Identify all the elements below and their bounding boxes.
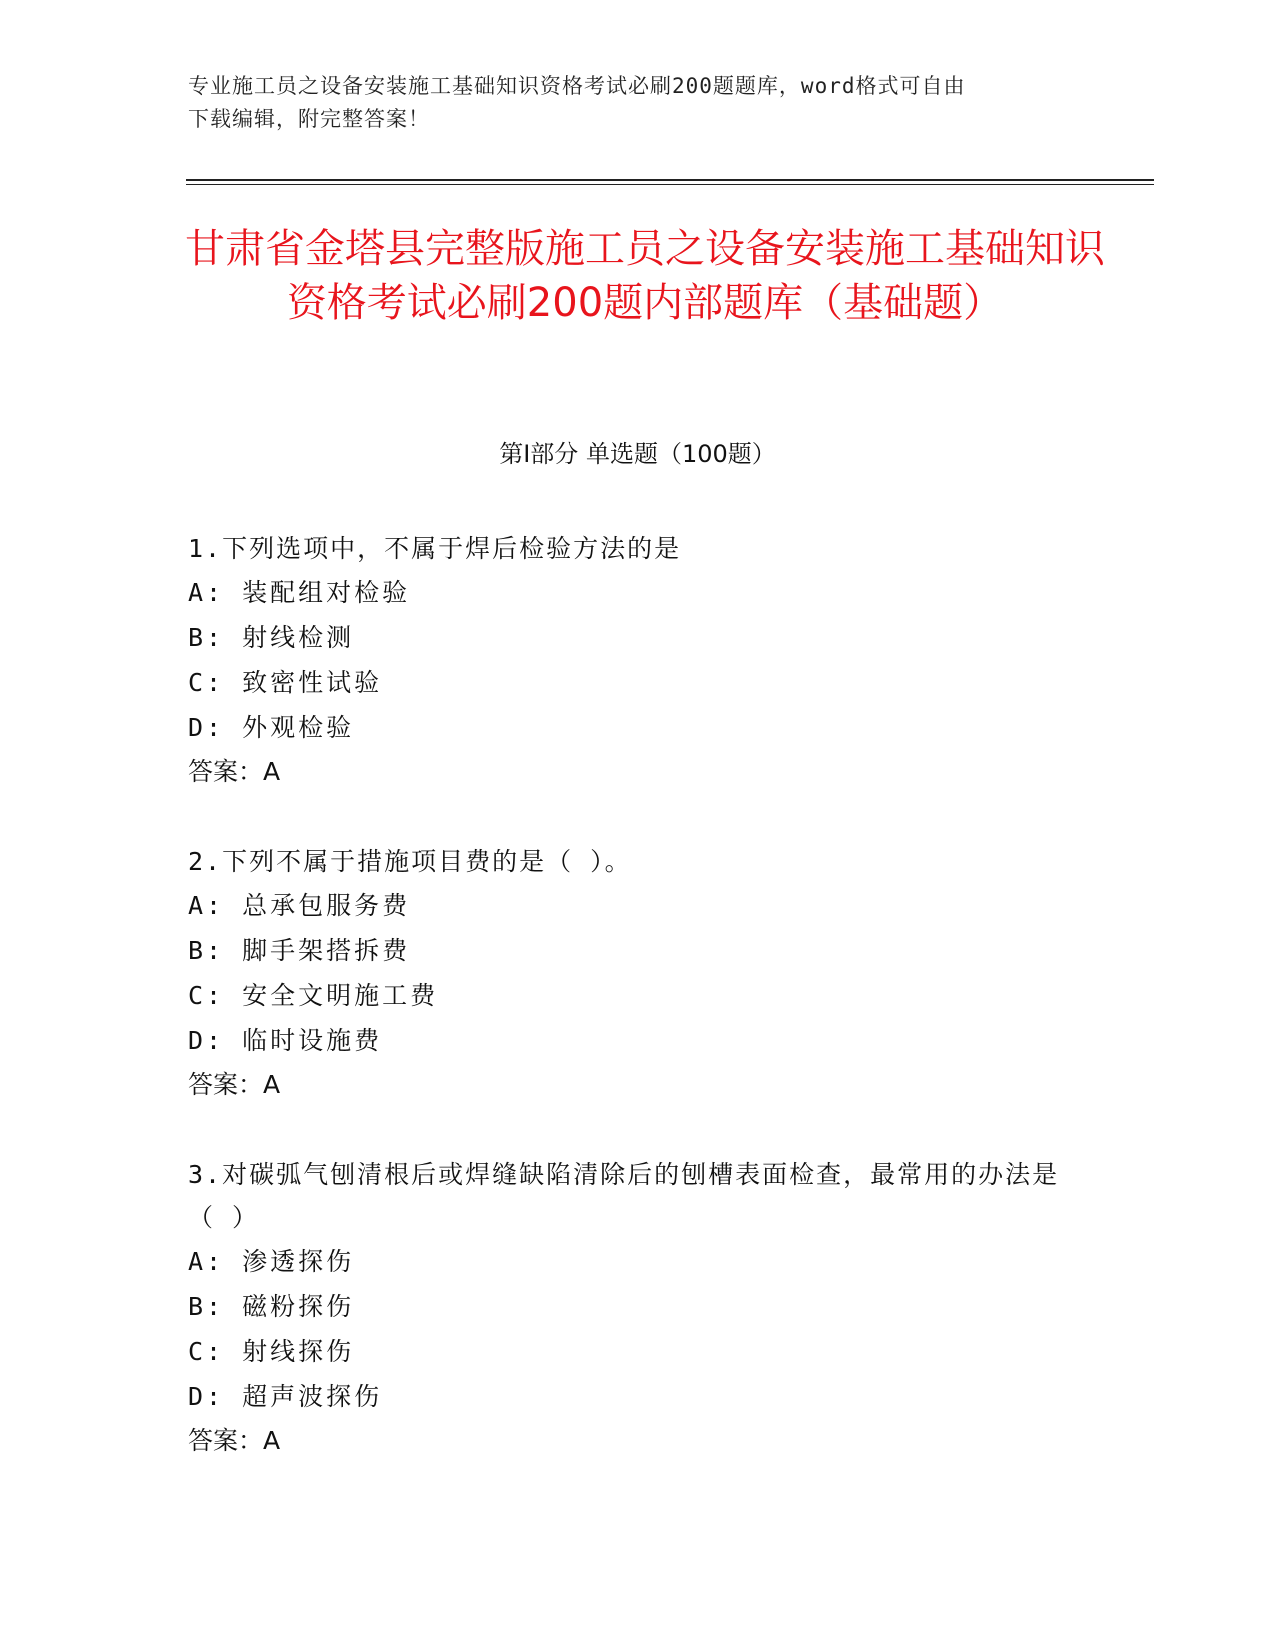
option-c: C: 致密性试验	[188, 668, 383, 697]
answer: 答案：A	[188, 1070, 281, 1099]
option-c: C: 射线探伤	[188, 1337, 355, 1366]
option-a: A: 总承包服务费	[188, 891, 411, 920]
option-d: D: 超声波探伤	[188, 1382, 383, 1411]
question-3	[188, 1153, 1068, 1463]
question-text: 2.下列不属于措施项目费的是（ ）。	[188, 847, 632, 876]
option-b: B: 射线检测	[188, 623, 355, 652]
question-text: 3.对碳弧气刨清根后或焊缝缺陷清除后的刨槽表面检查，最常用的办法是（ ）	[188, 1160, 1060, 1232]
option-d: D: 临时设施费	[188, 1026, 383, 1055]
option-c: C: 安全文明施工费	[188, 981, 439, 1010]
question-list	[188, 527, 1068, 1509]
option-b: B: 磁粉探伤	[188, 1292, 355, 1321]
header-line-2: 下载编辑，附完整答案！	[188, 107, 430, 131]
option-a: A: 装配组对检验	[188, 578, 411, 607]
option-b: B: 脚手架搭拆费	[188, 936, 411, 965]
option-d: D: 外观检验	[188, 713, 355, 742]
document-header	[188, 70, 1078, 136]
option-a: A: 渗透探伤	[188, 1247, 355, 1276]
question-2	[188, 840, 1068, 1107]
answer: 答案：A	[188, 757, 281, 786]
question-1	[188, 527, 1068, 794]
header-divider-thin	[186, 184, 1154, 185]
header-divider-thick	[186, 179, 1154, 181]
header-line-1: 专业施工员之设备安装施工基础知识资格考试必刷200题题库，word格式可自由	[188, 74, 966, 98]
question-text: 1.下列选项中，不属于焊后检验方法的是	[188, 534, 682, 563]
answer: 答案：A	[188, 1426, 281, 1455]
section-title: 第I部分 单选题（100题）	[499, 440, 776, 468]
document-title: 甘肃省金塔县完整版施工员之设备安装施工基础知识资格考试必刷200题内部题库（基础题）	[185, 226, 1105, 326]
